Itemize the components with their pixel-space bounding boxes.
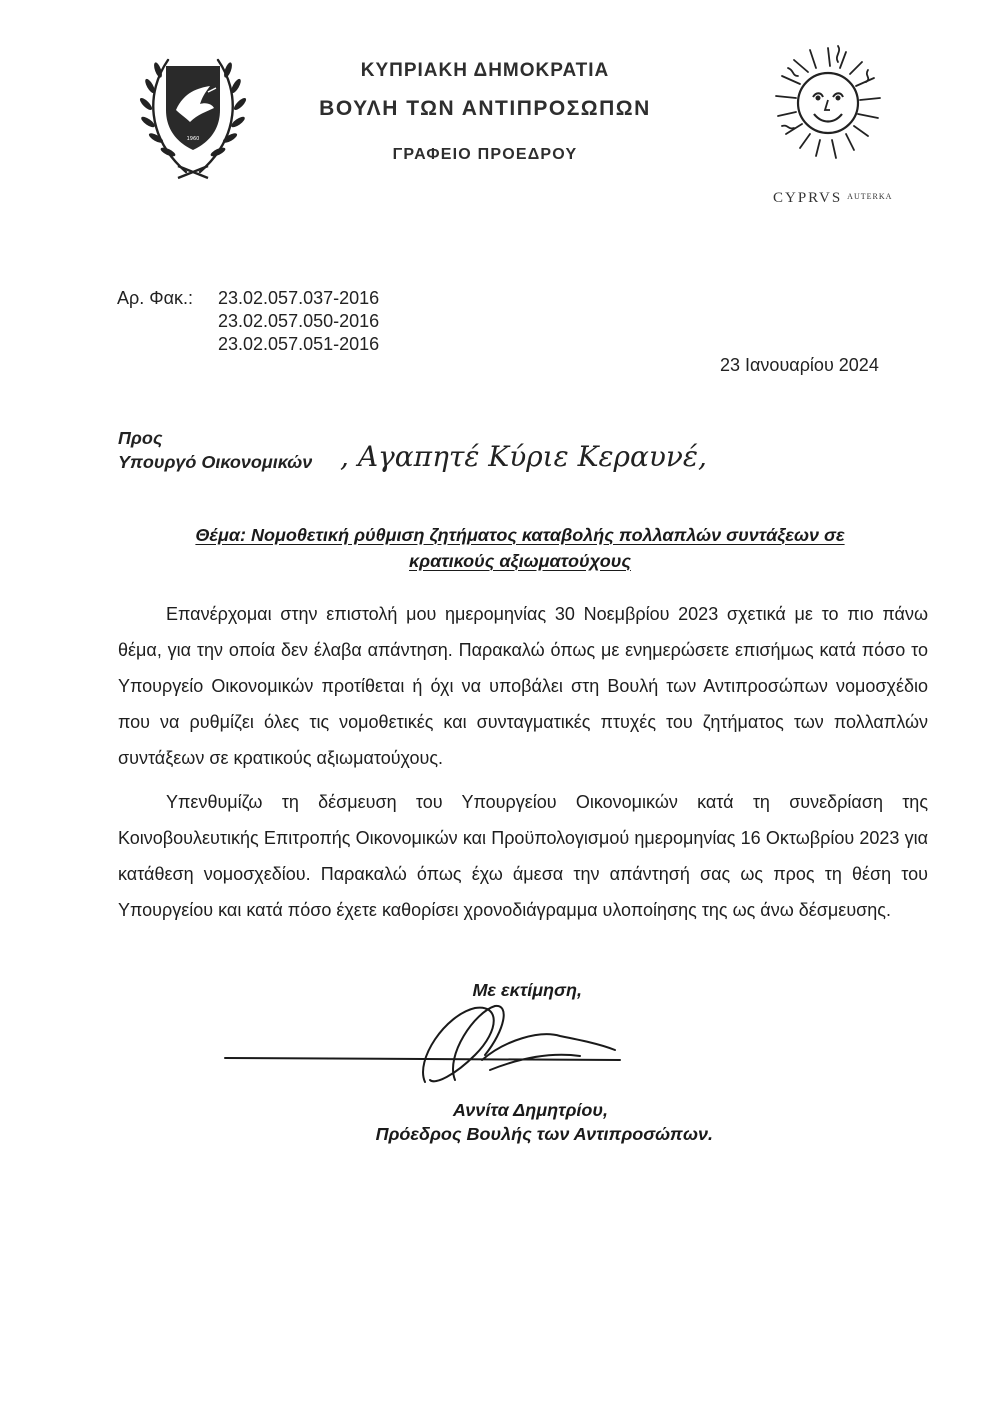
handwritten-greeting: , Αγαπητέ Κύριε Κεραυνέ, (340, 440, 707, 473)
header-house: ΒΟΥΛΗ ΤΩΝ ΑΝΤΙΠΡΟΣΩΠΩΝ (319, 97, 651, 120)
sun-logo-icon (768, 40, 888, 180)
header-office: ΓΡΑΦΕΙΟ ΠΡΟΕΔΡΟΥ (392, 146, 578, 163)
reference-label: Αρ. Φακ.: (117, 288, 194, 308)
subject-line (120, 522, 920, 574)
handwritten-signature (220, 1000, 640, 1100)
closing-regards: Με εκτίμηση, (472, 980, 582, 1000)
signer-title: Πρόεδρος Βουλής των Αντιπροσώπων. (375, 1124, 713, 1144)
reference-number: 23.02.057.037-2016 (218, 288, 380, 308)
recipient-name: Υπουργό Οικονομικών (118, 452, 313, 472)
subject-line-1: Θέμα: Νομοθετική ρύθμιση ζητήματος καταβολής πολλαπλών συντάξεων σε (195, 525, 845, 545)
recipient-to: Προς (118, 428, 163, 448)
body-paragraph-1: Επανέρχομαι στην επιστολή μου ημερομηνίας 30 Νοεμβρίου 2023 σχετικά με το πιο πάνω θέμα, για την οποία δεν έλαβα απάντηση. Παρακαλώ όπως με ενημερώσετε επισήμως κατά πόσο το Υπουργείο Οικονομικών προτίθεται ή όχι να υποβάλει στη Βουλή των Αντιπροσώπων νομοσχέδιο που να ρυθμίζει όλες τις νομοθετικές και συνταγματικές πτυχές του ζητήματος των πολλαπλών συντάξεων σε κρατικούς αξιωματούχους. (118, 604, 928, 768)
subject-line-2: κρατικούς αξιωματούχους (409, 551, 631, 571)
reference-number: 23.02.057.050-2016 (218, 311, 380, 331)
reference-number: 23.02.057.051-2016 (218, 334, 380, 354)
signer-name: Αννίτα Δημητρίου, (452, 1100, 608, 1120)
header-country: ΚΥΠΡΙΑΚΗ ΔΗΜΟΚΡΑΤΙΑ (360, 60, 610, 81)
body-paragraph-2: Υπενθυμίζω τη δέσμευση του Υπουργείου Οικονομικών κατά τη συνεδρίαση της Κοινοβουλευτικής Επιτροπής Οικονομικών και Προϋπολογισμού ημερομηνίας 16 Οκτωβρίου 2023 για κατάθεση νομοσχεδίου. Παρακαλώ όπως έχω άμεσα την απάντησή σας ως προς τη θέση του Υπουργείου και κατά πόσο έχετε καθορίσει χρονοδιάγραμμα υλοποίησης της ως άνω δέσμευσης. (118, 792, 928, 920)
cyprus-logo-text: CYPRVS $^{AUTERKA}$ (773, 190, 893, 206)
letter-date: 23 Ιανουαρίου 2024 (720, 355, 879, 375)
svg-text:1960: 1960 (186, 136, 200, 142)
